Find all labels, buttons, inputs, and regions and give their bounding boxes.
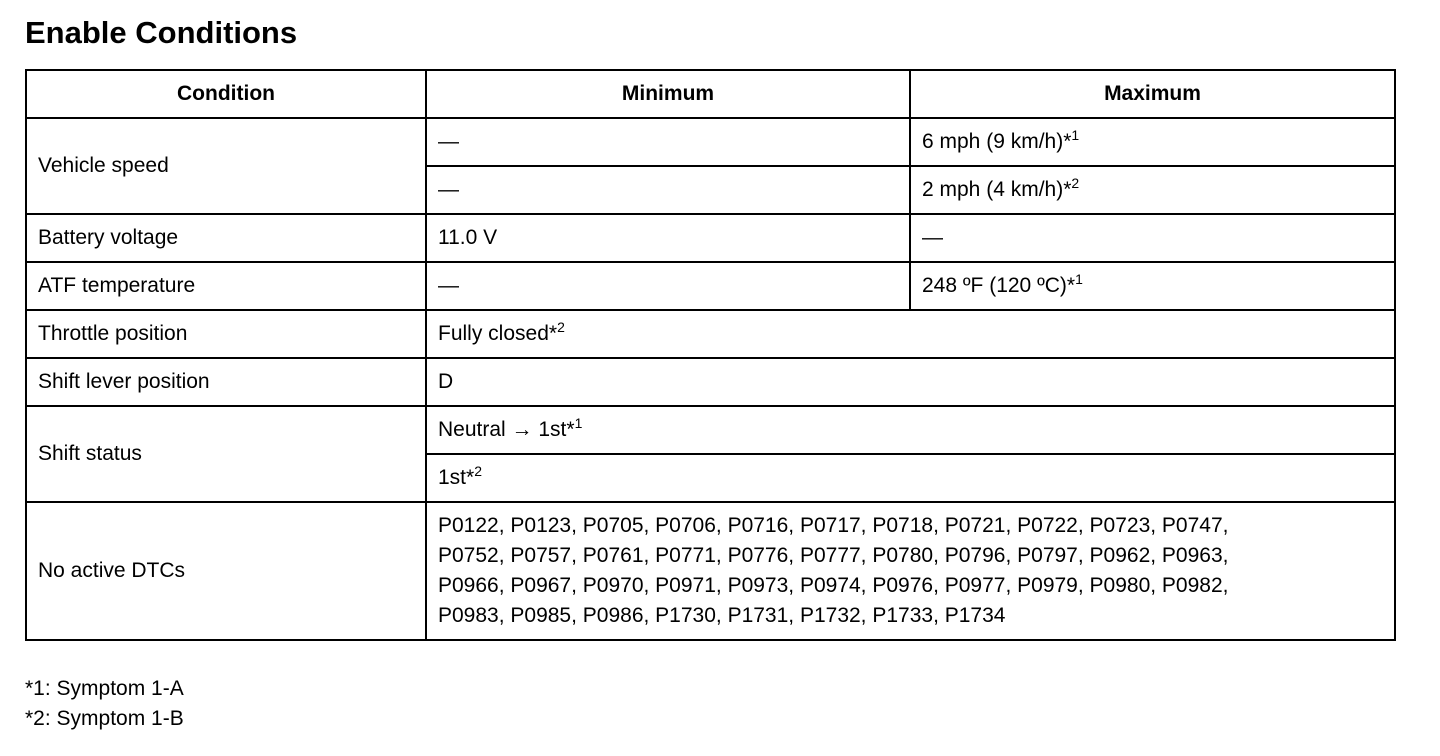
table-row <box>26 406 1395 454</box>
table-row <box>26 118 1395 166</box>
condition-throttle-position: Throttle position <box>26 310 426 358</box>
dtc-line: P0752, P0757, P0761, P0771, P0776, P0777, P0780, P0796, P0797, P0962, P0963, <box>438 544 1229 567</box>
dtc-line: P0966, P0967, P0970, P0971, P0973, P0974, P0976, P0977, P0979, P0980, P0982, <box>438 574 1229 597</box>
footnote-ref: 2 <box>1071 175 1080 191</box>
header-condition: Condition <box>26 70 426 118</box>
footnotes <box>25 674 184 734</box>
atf-temperature-max: 248 ºF (120 ºC)*$^1$ <box>910 262 1395 310</box>
shift-status-value-2: 1st*$^2$ <box>426 454 1395 502</box>
dtc-line: P0122, P0123, P0705, P0706, P0716, P0717, P0718, P0721, P0722, P0723, P0747, <box>438 514 1229 537</box>
table-row <box>26 358 1395 406</box>
table-row <box>26 502 1395 640</box>
condition-vehicle-speed: Vehicle speed <box>26 118 426 214</box>
footnote-2: *2: Symptom 1-B <box>25 707 184 730</box>
table-row <box>26 214 1395 262</box>
footnote-ref: 1 <box>1071 127 1080 143</box>
footnote-ref: 2 <box>557 319 565 335</box>
atf-temperature-min: — <box>426 262 910 310</box>
shift-status-value-1: Neutral → 1st*$^1$ <box>426 406 1395 454</box>
vehicle-speed-max-2: 2 mph (4 km/h)*$^2$ <box>910 166 1395 214</box>
header-row <box>26 70 1395 118</box>
condition-shift-lever-position: Shift lever position <box>26 358 426 406</box>
condition-no-active-dtcs: No active DTCs <box>26 502 426 640</box>
condition-atf-temperature: ATF temperature <box>26 262 426 310</box>
header-minimum: Minimum <box>426 70 910 118</box>
vehicle-speed-max-1: 6 mph (9 km/h)*$^1$ <box>910 118 1395 166</box>
vehicle-speed-min-1: — <box>426 118 910 166</box>
vehicle-speed-min-2: — <box>426 166 910 214</box>
condition-battery-voltage: Battery voltage <box>26 214 426 262</box>
battery-voltage-min: 11.0 V <box>426 214 910 262</box>
shift-lever-position-value: D <box>426 358 1395 406</box>
battery-voltage-max: — <box>910 214 1395 262</box>
footnote-ref: 1 <box>574 415 583 431</box>
throttle-position-value: Fully closed*$^2$ <box>426 310 1395 358</box>
table-row <box>26 262 1395 310</box>
dtc-list <box>426 502 1395 640</box>
footnote-ref: 2 <box>474 463 482 479</box>
header-maximum: Maximum <box>910 70 1395 118</box>
table-row <box>26 310 1395 358</box>
enable-conditions-table <box>25 69 1396 641</box>
footnote-1: *1: Symptom 1-A <box>25 677 184 700</box>
footnote-ref: 1 <box>1075 271 1083 287</box>
dtc-line: P0983, P0985, P0986, P1730, P1731, P1732, P1733, P1734 <box>438 604 1006 627</box>
page-title: Enable Conditions <box>25 15 298 50</box>
condition-shift-status: Shift status <box>26 406 426 502</box>
